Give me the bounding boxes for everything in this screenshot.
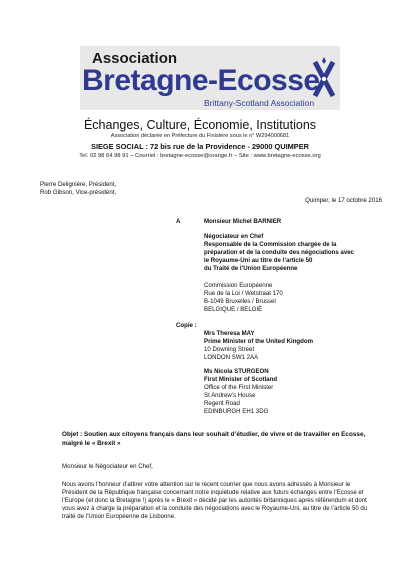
subject-line: Objet : Soutien aux citoyens français dans leur souhait d’étudier, de vivre et de travailler en Écosse, [62,431,366,438]
recipient-title-line: du Traité de l’Union Européenne [204,265,298,272]
recipient-address-line: Commission Européenne [204,282,273,289]
copy-may-address-line: 10 Downing Street [204,346,255,353]
subject-line-continued: malgré le « Brexit » [62,440,121,447]
recipient-address-line: Rue de la Loi / Wetstraat 170 [204,290,283,297]
copy-sturgeon-address-line: Regent Road [204,400,240,407]
copy-sturgeon-address-line: St Andrew’s House [204,392,256,399]
copy-label: Copie : [176,322,197,329]
recipient-title-line: préparation et de la conduite des négociations avec [204,249,355,256]
recipient-name: Monsieur Michel BARNIER [204,218,282,225]
logo-title: Bretagne-Ecosse [82,64,320,97]
copy-sturgeon-address-line: Office of the First Minister [204,384,274,391]
salutation: Monsieur le Négociateur en Chef, [62,463,153,470]
copy-sturgeon-title: First Minister of Scotland [204,376,278,383]
letter-date: Quimper, le 17 octobre 2016 [305,197,382,204]
body-line: traité de l’Union Européenne de Lisbonne. [62,513,176,520]
logo-subtitle: Brittany-Scotland Association [204,98,315,108]
recipient-title-line: Négociateur en Chef [204,233,264,240]
body-line: Président de la République française concernant notre inquiétude relative aux futurs échanges entre l’Ecosse et [62,489,364,496]
sender-vice-president: Rob Gibson, Vice-président, [40,189,117,196]
logo-association-text: Association [92,50,178,67]
sender-president: Pierre Delignière, Président, [40,181,117,188]
registration-text: Association déclarée en Préfecture du Finistère sous le n° W294000681 [110,133,290,139]
body-line: l’Europe (et donc la Bretagne !) après le « Brexit » décidé par les autorités britanniques après référendum et dont [62,497,367,504]
recipient-address-line: BELGIQUE / BELGIË [204,306,263,313]
copy-may-address-line: LONDON SW1 2AA [204,354,259,361]
body-line: vous avez à charge la préparation et la conduite des négociations avec le Royaume-Uni, au titre de l’article 50 du [62,505,368,512]
copy-sturgeon-address-line: EDINBURGH EH1 3DG [204,408,269,415]
recipient-address-line: B-1049 Bruxelles / Brussel [204,298,276,305]
copy-may-name: Mrs Theresa MAY [204,330,255,337]
copy-sturgeon-name: Ms Nicola STURGEON [204,368,269,375]
to-label: A [176,218,181,225]
head-office: SIEGE SOCIAL : 72 bis rue de la Providence - 29000 QUIMPER [91,142,309,151]
contact-line: Tel. 02 98 64 98 91 – Courriel : bretagne-ecosse@orange.fr – Site : www.bretagne-ecosse.org [79,153,321,159]
body-line: Nous avons l’honneur d’attirer votre attention sur le récent courrier que nous avons adressés à Monsieur le [62,481,351,488]
saltire-ermine-logo-icon [312,56,336,102]
copy-may-title: Prime Minister of the United Kingdom [204,338,314,345]
recipient-title-line: Responsable de la Commission chargée de la [204,241,337,248]
recipient-title-line: le Royaume-Uni au titre de l’article 50 [204,257,313,264]
tagline: Échanges, Culture, Économie, Institutions [83,118,317,132]
